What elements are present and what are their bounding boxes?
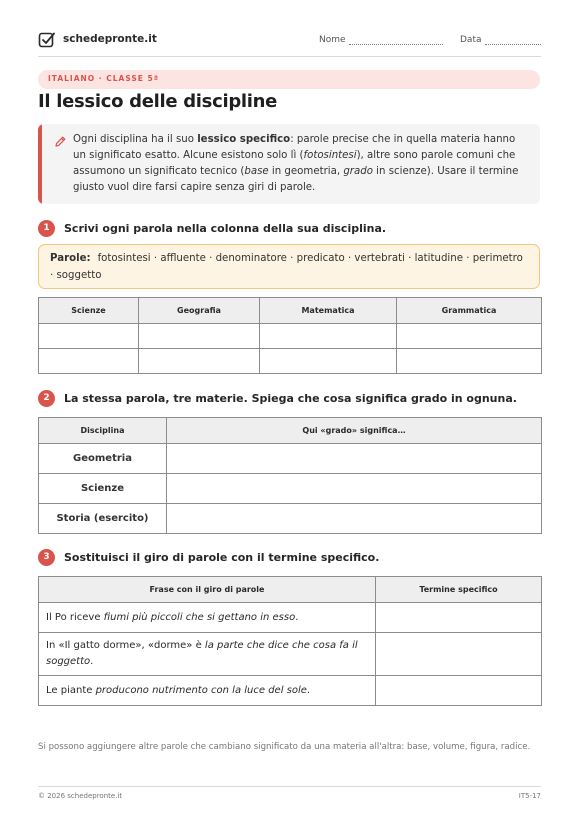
column-header: Scienze [39, 298, 139, 324]
column-header: Qui «grado» significa… [167, 418, 542, 444]
footer [38, 786, 541, 803]
date-field[interactable] [460, 35, 541, 45]
sorting-table [38, 297, 542, 374]
answer-cell[interactable] [376, 676, 542, 706]
answer-cell[interactable] [260, 324, 397, 349]
subject-label: ITALIANO · CLASSE 5ª [48, 74, 159, 83]
term-table [38, 576, 542, 706]
intro-box [38, 124, 540, 204]
meaning-table [38, 417, 542, 534]
discipline-label: Scienze [39, 474, 167, 504]
answer-cell[interactable] [376, 633, 542, 676]
table-row [39, 444, 542, 474]
discipline-label: Geometria [39, 444, 167, 474]
table-row [39, 676, 542, 706]
answer-cell[interactable] [397, 349, 542, 374]
column-header: Grammatica [397, 298, 542, 324]
table-row [39, 633, 542, 676]
column-header: Disciplina [39, 418, 167, 444]
word-bank [38, 244, 540, 289]
name-label: Nome [319, 35, 346, 45]
word-bank-words: fotosintesi · affluente · denominatore · predicato · vertebrati · latitudine · perimetro · soggetto [50, 253, 523, 281]
answer-cell[interactable] [139, 324, 260, 349]
column-header: Frase con il giro di parole [39, 577, 376, 603]
table-row [39, 603, 542, 633]
word-bank-label: Parole: [50, 253, 91, 264]
sheet-code: IT5-17 [518, 792, 541, 800]
page-title: Il lessico delle discipline [38, 91, 278, 112]
question-text: La stessa parola, tre materie. Spiega che cosa significa grado in ognuna. [64, 392, 517, 405]
date-label: Data [460, 35, 482, 45]
pencil-icon [54, 135, 67, 148]
sentence-cell: In «Il gatto dorme», «dorme» è la parte che dice che cosa fa il soggetto. [39, 633, 376, 676]
intro-text: Ogni disciplina ha il suo lessico specifico: parole precise che in quella materia hanno un significato esatto. Alcune esistono solo lì (fotosintesi), altre sono parole comuni che assumono un significato tecnico (base in geometria, grado in scienze). Usare il termine giusto vuol dire farsi capire senza giri di parole. [73, 134, 519, 193]
question-number: 1 [38, 220, 55, 237]
answer-cell[interactable] [139, 349, 260, 374]
sentence-cell: Le piante producono nutrimento con la luce del sole. [39, 676, 376, 706]
answer-cell[interactable] [39, 349, 139, 374]
answer-cell[interactable] [167, 444, 542, 474]
subject-band [38, 70, 540, 89]
answer-cell[interactable] [397, 324, 542, 349]
date-line [485, 35, 541, 45]
answer-cell[interactable] [376, 603, 542, 633]
answer-cell[interactable] [167, 504, 542, 534]
question-number: 3 [38, 549, 55, 566]
table-row [39, 324, 542, 349]
answer-cell[interactable] [260, 349, 397, 374]
copyright: © 2026 schedepronte.it [38, 792, 123, 800]
table-row [39, 349, 542, 374]
sentence-cell: Il Po riceve fiumi più piccoli che si gettano in esso. [39, 603, 376, 633]
name-field[interactable] [319, 35, 443, 45]
answer-cell[interactable] [167, 474, 542, 504]
site-name: schedepronte.it [63, 33, 157, 45]
question-text: Sostituisci il giro di parole con il termine specifico. [64, 551, 380, 564]
table-row [39, 504, 542, 534]
header-bar [38, 28, 541, 57]
column-header: Termine specifico [376, 577, 542, 603]
discipline-label: Storia (esercito) [39, 504, 167, 534]
question-number: 2 [38, 390, 55, 407]
answer-cell[interactable] [39, 324, 139, 349]
column-header: Geografia [139, 298, 260, 324]
table-row [39, 474, 542, 504]
footnote: Si possono aggiungere altre parole che cambiano significato da una materia all'altra: base, volume, figura, radice. [38, 742, 531, 752]
column-header: Matematica [260, 298, 397, 324]
question-text: Scrivi ogni parola nella colonna della sua disciplina. [64, 222, 387, 235]
checkbox-logo-icon [38, 31, 56, 49]
name-line [349, 35, 443, 45]
